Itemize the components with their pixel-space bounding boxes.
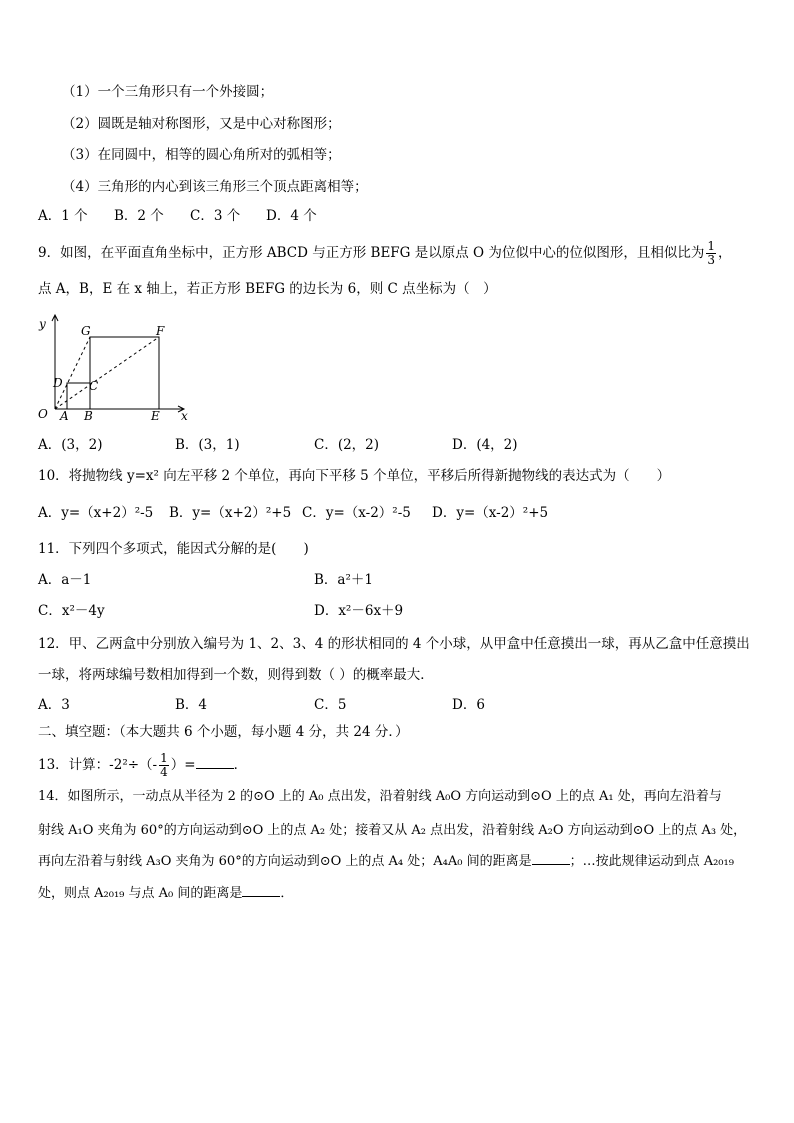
label-f: F <box>156 324 165 338</box>
q11-stem: 11．下列四个多项式，能因式分解的是( ) <box>38 541 309 557</box>
label-b: B <box>84 409 93 423</box>
q13-denominator: 4 <box>160 765 168 779</box>
q8-item-2: （2）圆既是轴对称图形，又是中心对称图形； <box>62 116 341 132</box>
q13-prefix: 13．计算：-2²÷（- <box>38 757 158 773</box>
q14-line4-text: 处，则点 A₂₀₁₉ 与点 A₀ 间的距离是 <box>38 886 243 901</box>
q14-line3 <box>38 852 734 872</box>
q9-ratio-numerator: 1 <box>707 239 716 253</box>
q8-item-3: （3）在同圆中，相等的圆心角所对的弧相等； <box>62 147 341 163</box>
q14-line3-continuation: ；…按此规律运动到点 A₂₀₁₉ <box>569 854 734 869</box>
q8-option-d: D．4 个 <box>266 208 317 224</box>
label-e: E <box>151 409 160 423</box>
q13-fraction <box>159 752 169 779</box>
q8-option-a: A．1 个 <box>38 208 88 224</box>
q9-stem-line1 <box>38 240 732 267</box>
q14-line4 <box>38 884 293 904</box>
q13-answer-blank[interactable] <box>196 756 234 769</box>
q8-item-4: （4）三角形的内心到该三角形三个顶点距离相等； <box>62 179 368 195</box>
q9-stem-line2: 点 A，B，E 在 x 轴上，若正方形 BEFG 的边长为 6，则 C 点坐标为（ ） <box>38 281 497 297</box>
q13-end: ． <box>233 757 248 773</box>
q11-option-b: B．a²＋1 <box>314 572 373 588</box>
q9-option-b: B．(3，1) <box>175 437 240 453</box>
q8-option-b: B．2 个 <box>114 208 164 224</box>
q14-line4-end: ． <box>280 886 294 901</box>
q12-stem-line1: 12．甲、乙两盒中分别放入编号为 1、2、3、4 的形状相同的 4 个小球，从甲盒中任意摸出一球，再从乙盒中任意摸出 <box>38 636 750 652</box>
q8-item-1: （1）一个三角形只有一个外接圆； <box>62 84 274 100</box>
q14-line3-text: 再向左沿着与射线 A₃O 夹角为 60°的方向运动到⊙O 上的点 A₄ 处；A₄A₀ 间的距离是 <box>38 854 532 869</box>
q12-option-b: B．4 <box>175 697 208 713</box>
q9-option-d: D．(4，2) <box>452 437 518 453</box>
square-befg <box>90 337 159 409</box>
section-2-heading: 二、填空题：（本大题共 6 个小题，每小题 4 分，共 24 分．） <box>38 724 409 740</box>
q14-answer-blank-1[interactable] <box>532 852 570 865</box>
q10-option-a: A．y=（x+2）²-5 <box>38 505 154 521</box>
q14-line2: 射线 A₁O 夹角为 60°的方向运动到⊙O 上的点 A₂ 处；接着又从 A₂ 点出发，沿着射线 A₂O 方向运动到⊙O 上的点 A₃ 处， <box>38 823 747 838</box>
q9-option-c: C．(2，2) <box>314 437 380 453</box>
ray-o-g <box>55 337 90 409</box>
q12-option-c: C．5 <box>314 697 347 713</box>
q12-option-a: A．3 <box>38 697 70 713</box>
q10-stem: 10．将抛物线 y=x² 向左平移 2 个单位，再向下平移 5 个单位，平移后所得新抛物线的表达式为（ ） <box>38 468 671 484</box>
q13-suffix: ）= <box>170 757 196 773</box>
q11-option-c: C．x²－4y <box>38 603 105 619</box>
label-o: O <box>38 407 48 421</box>
label-c: C <box>89 379 99 393</box>
q9-ratio-fraction <box>706 240 716 267</box>
q12-option-d: D．6 <box>452 697 485 713</box>
q10-option-d: D．y=（x-2）²+5 <box>432 505 549 521</box>
q13-line <box>38 752 247 779</box>
q12-stem-line2: 一球，将两球编号数相加得到一个数，则得到数（ ）的概率最大． <box>38 667 434 683</box>
q11-option-a: A．a－1 <box>38 572 92 588</box>
q9-stem-text: 9．如图，在平面直角坐标中，正方形 ABCD 与正方形 BEFG 是以原点 O 为位似中心的位似图形，且相似比为 <box>38 245 705 261</box>
q9-ratio-denominator: 3 <box>707 253 716 267</box>
label-x: x <box>181 409 188 423</box>
ray-o-f <box>55 337 159 409</box>
q13-numerator: 1 <box>160 751 168 765</box>
q8-option-c: C．3 个 <box>190 208 241 224</box>
q9-stem-end: ， <box>718 245 732 261</box>
label-a: A <box>60 409 69 423</box>
q10-option-b: B．y=（x+2）²+5 <box>169 505 292 521</box>
q14-answer-blank-2[interactable] <box>242 884 280 897</box>
q9-option-a: A．(3，2) <box>38 437 103 453</box>
q11-option-d: D．x²－6x＋9 <box>314 603 404 619</box>
q10-option-c: C．y=（x-2）²-5 <box>302 505 411 521</box>
q9-figure <box>34 312 199 424</box>
label-y: y <box>39 317 46 331</box>
label-d: D <box>53 376 63 390</box>
q14-line1: 14．如图所示，一动点从半径为 2 的⊙O 上的 A₀ 点出发，沿着射线 A₀O 方向运动到⊙O 上的点 A₁ 处，再向左沿着与 <box>38 789 722 804</box>
label-g: G <box>81 324 91 338</box>
